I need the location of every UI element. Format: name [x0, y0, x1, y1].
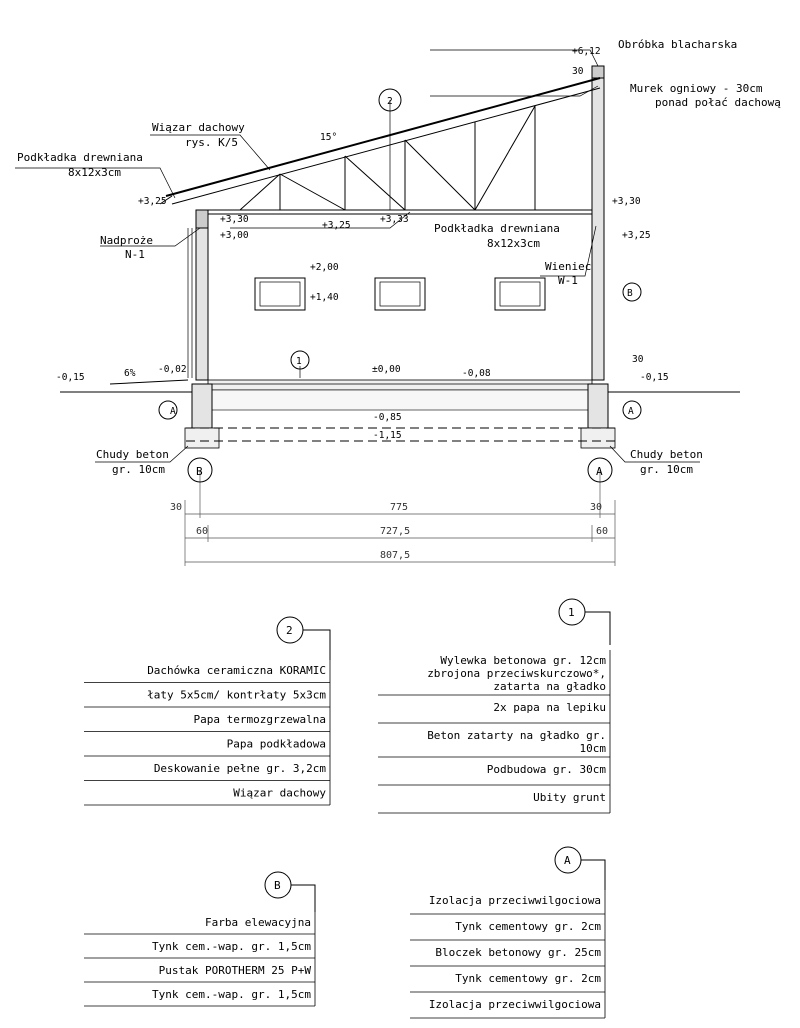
level-ceiling-a: +3,25: [322, 220, 351, 231]
legend-layer-text: Deskowanie pełne gr. 3,2cm: [153, 762, 326, 775]
legend-wall-a-layers: [410, 890, 605, 1018]
level-window-sill: +1,40: [310, 292, 339, 303]
legend-layer-text: 2x papa na lepiku: [493, 701, 606, 714]
legend-layer-text: łaty 5x5cm/ kontrłaty 5x3cm: [147, 688, 326, 702]
dim-row2-right: 60: [596, 526, 609, 537]
level-eave-left: +3,25: [138, 196, 167, 207]
dim-row3-total: 807,5: [380, 550, 411, 561]
legend-b-id: B: [274, 879, 281, 892]
legend-frames: [265, 599, 610, 912]
level-floor-sub: -0,08: [462, 368, 491, 379]
sub-base: [208, 390, 592, 410]
foundation-wall-b: [192, 384, 212, 428]
footing-b: [185, 428, 219, 448]
callout-ring-beam-1: Wieniec: [545, 260, 592, 273]
parapet-cap: [592, 66, 604, 78]
legend-roof-layers: [84, 660, 330, 805]
callout-parapet-2: ponad połać dachową: [655, 96, 781, 109]
callout-truss-1: Wiązar dachowy: [152, 121, 245, 134]
callout-pad-mid-1: Podkładka drewniana: [434, 222, 560, 235]
legend-layer-text: Izolacja przeciwwilgociowa: [428, 894, 601, 907]
lintel-block: [196, 210, 208, 228]
callout-lintel-1: Nadproże: [100, 234, 153, 247]
legend-layer-text: Wiązar dachowy: [233, 786, 326, 800]
footing-a: [581, 428, 615, 448]
axis-label-left: B: [196, 465, 203, 478]
window-2: [375, 278, 425, 310]
dim-right-offset: 30: [632, 354, 644, 365]
legend-layer-text: Papa termozgrzewalna: [193, 713, 326, 726]
truss-web: [240, 90, 592, 210]
callout-lean-right-1: Chudy beton: [630, 448, 703, 461]
dim-row1-left: 30: [170, 502, 183, 513]
legend-layer-text: Dachówka ceramiczna KORAMIC: [147, 664, 326, 677]
level-right-bottom: +3,25: [622, 230, 651, 241]
dim-row1-mid: 775: [390, 502, 409, 513]
window-1: [495, 278, 545, 310]
axis-label-right: A: [596, 465, 603, 478]
legend-layer-text: Wylewka betonowa gr. 12cm: [440, 654, 606, 667]
floor-slab: [208, 380, 592, 390]
legend-a-id: A: [564, 854, 571, 867]
legend-1-id: 1: [568, 606, 575, 619]
mirrored-layer: [15, 50, 740, 912]
legend-layer-text: zatarta na gładko: [493, 680, 606, 693]
level-ceiling-b: +3,33: [380, 214, 409, 225]
level-ground-left: -0,15: [56, 372, 85, 383]
callout-lean-left-2: gr. 10cm: [112, 463, 165, 476]
dim-parapet-height: 30: [572, 66, 584, 77]
marker-roof-detail: 2: [387, 96, 393, 107]
dim-row2-mid: 727,5: [380, 526, 411, 537]
level-ground-right: -0,15: [640, 372, 669, 383]
callout-lintel-2: N-1: [125, 248, 145, 261]
legend-layer-text: Ubity grunt: [533, 791, 606, 804]
window-3: [255, 278, 305, 310]
dim-row1-right: 30: [590, 502, 603, 513]
wall-front: [196, 210, 208, 380]
level-right-top: +3,30: [612, 196, 641, 207]
legend-layer-text: Tynk cementowy gr. 2cm: [455, 920, 601, 933]
callout-pad-left-1: Podkładka drewniana: [17, 151, 143, 164]
level-floor: ±0,00: [372, 364, 401, 375]
roof-angle: 15°: [320, 132, 338, 143]
legend-wall-b-layers: [84, 912, 315, 1006]
legend-layer-text: Tynk cementowy gr. 2cm: [455, 972, 601, 985]
legend-layer-text: Podbudowa gr. 30cm: [486, 763, 606, 776]
marker-floor-detail: 1: [296, 356, 302, 367]
callout-parapet-1: Murek ogniowy - 30cm: [630, 82, 763, 95]
dim-row2-left: 60: [196, 526, 209, 537]
terrace-slope: [110, 380, 188, 384]
callout-lean-right-2: gr. 10cm: [640, 463, 693, 476]
foundation-wall-a: [588, 384, 608, 428]
legend-layer-text: Izolacja przeciwwilgociowa: [428, 998, 601, 1011]
callout-flashing: Obróbka blacharska: [618, 38, 738, 51]
legend-2-id: 2: [286, 624, 293, 637]
legend-layer-text: zbrojona przeciwskurczowo*,: [427, 667, 606, 680]
legend-floor-layers: [378, 650, 610, 813]
legend-layer-text: Bloczek betonowy gr. 25cm: [435, 946, 601, 959]
level-slope: 6%: [124, 368, 136, 379]
legend-layer-text: Farba elewacyjna: [205, 916, 311, 929]
level-lintel-bottom: +3,00: [220, 230, 249, 241]
level-top: +6,12: [572, 46, 601, 57]
marker-wall-type: B: [627, 288, 633, 299]
wall-firewall: [592, 66, 604, 380]
callout-truss-2: rys. K/5: [185, 136, 238, 149]
callout-ring-beam-2: W-1: [558, 274, 578, 287]
marker-wall-right: A: [628, 406, 634, 417]
legend-layer-text: Papa podkładowa: [226, 737, 326, 751]
legend-layer-text: 10cm: [579, 742, 606, 755]
level-window-top: +2,00: [310, 262, 339, 273]
level-foundation-top: -0,85: [373, 412, 402, 423]
legend-layer-text: Tynk cem.-wap. gr. 1,5cm: [152, 940, 311, 953]
callout-pad-mid-2: 8x12x3cm: [487, 237, 540, 250]
marker-wall-left: A: [170, 406, 176, 417]
callout-pad-left-2: 8x12x3cm: [68, 166, 121, 179]
legend-layer-text: Pustak POROTHERM 25 P+W: [158, 964, 311, 977]
level-lintel-top: +3,30: [220, 214, 249, 225]
callout-lean-left-1: Chudy beton: [96, 448, 169, 461]
level-terrace: -0,02: [158, 364, 187, 375]
level-foundation-bottom: -1,15: [373, 430, 402, 441]
legend-layer-text: Tynk cem.-wap. gr. 1,5cm: [152, 988, 311, 1001]
legend-layer-text: Beton zatarty na gładko gr.: [427, 729, 606, 742]
